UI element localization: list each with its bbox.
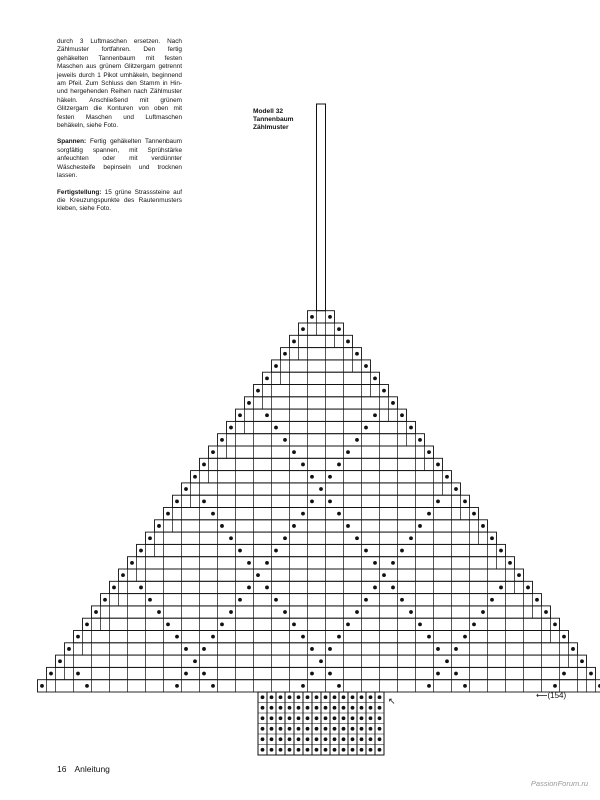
tree-row [254,385,389,397]
tree-row [245,397,398,409]
edge-dot [76,635,80,639]
edge-dot [508,561,512,565]
edge-dot [490,536,494,540]
diamond-dot [409,610,413,614]
diamond-dot [400,598,404,602]
edge-dot [499,549,503,553]
tree-row [263,372,380,384]
trunk-dot [279,727,283,731]
edge-dot [49,672,53,676]
edge-dot [238,413,242,417]
edge-dot [571,647,575,651]
diamond-dot [346,450,350,454]
tree-row [173,495,470,507]
trunk-dot [342,737,346,741]
edge-dot [355,352,359,356]
trunk-dot [315,716,319,720]
trunk-dot [360,727,364,731]
trunk-dot [324,727,328,731]
tree-row [209,446,434,458]
edge-dot [121,573,125,577]
trunk-dot [333,748,337,752]
edge-dot [175,499,179,503]
trunk-dot [306,695,310,699]
trunk-dot [324,737,328,741]
trunk-dot [333,737,337,741]
diamond-dot [184,672,188,676]
tree-row [65,643,578,655]
trunk-dot [324,706,328,710]
diamond-dot [328,672,332,676]
edge-dot [481,524,485,528]
edge-dot [373,376,377,380]
diamond-dot [265,561,269,565]
trunk-dot [333,706,337,710]
trunk-dot [360,748,364,752]
trunk-dot [279,695,283,699]
edge-dot [400,413,404,417]
edge-dot [454,487,458,491]
diamond-dot [562,672,566,676]
diamond-dot [175,684,179,688]
diamond-dot [274,549,278,553]
trunk-dot [378,727,382,731]
diamond-dot [400,549,404,553]
trunk-dot [288,748,292,752]
trunk-dot [270,727,274,731]
diamond-dot [256,573,260,577]
trunk-dot [360,695,364,699]
page-footer [57,764,110,774]
row-count-label [536,691,566,700]
footer-section: Anleitung [74,764,110,774]
instructions-paragraph: durch 3 Luftmaschen ersetzen. Nach Zählmuster fortfahren. Den fertig gehäkelten Tannenbaum mit festen Maschen aus grünem Glitzergarn getrennt jeweils durch 1 Pikot umhäkeln, beginnend am Pfeil. Zum Schluss den Stamm in Hin- und hergehenden Reihen nach Zählmuster häkeln. Anschließend mit grünem Glitzergarn die Konturen von oben mit festen Maschen und Luftmaschen behäkeln, siehe Foto. [57,38,182,130]
diamond-dot [346,622,350,626]
diamond-dot [211,684,215,688]
diamond-dot [166,622,170,626]
diamond-dot [292,524,296,528]
edge-dot [211,450,215,454]
trunk-dot [315,706,319,710]
trunk-dot [369,737,373,741]
diamond-dot [229,536,233,540]
trunk-dot [342,695,346,699]
trunk-dot [306,716,310,720]
edge-dot [112,586,116,590]
trunk-dot [378,748,382,752]
diamond-dot [553,684,557,688]
trunk-dot [351,737,355,741]
tree-row [299,323,344,335]
trunk-dot [288,716,292,720]
row-arrow-icon: ⟵ [536,691,548,700]
trunk-dot [378,716,382,720]
diamond-dot [355,438,359,442]
diamond-dot [436,647,440,651]
diamond-dot [346,524,350,528]
tree-row [227,421,416,433]
diamond-dot [301,463,305,467]
trunk-dot [378,706,382,710]
diamond-dot [175,635,179,639]
diamond-dot [337,635,341,639]
edge-dot [256,389,260,393]
diamond-dot [310,499,314,503]
edge-dot [364,364,368,368]
diamond-dot [148,598,152,602]
edge-dot [409,426,413,430]
trunk-dot [297,706,301,710]
trunk-dot [342,748,346,752]
diamond-dot [418,524,422,528]
trunk-dot [369,695,373,699]
trunk-dot [306,737,310,741]
trunk-dot [315,737,319,741]
diamond-dot [436,672,440,676]
trunk-dot [315,748,319,752]
diamond-dot [310,647,314,651]
edge-dot [337,327,341,331]
trunk-dot [297,737,301,741]
diamond-dot [364,426,368,430]
diamond-dot [310,672,314,676]
diamond-dot [292,622,296,626]
trunk-dot [342,716,346,720]
diamond-dot [193,659,197,663]
trunk-dot [288,695,292,699]
diamond-dot [427,512,431,516]
diamond-dot [472,622,476,626]
trunk-dot [261,748,265,752]
edge-dot [472,512,476,516]
edge-dot [391,401,395,405]
diamond-dot [247,561,251,565]
tree-row [281,348,362,360]
trunk-dot [324,695,328,699]
edge-dot [301,327,305,331]
diamond-dot [409,536,413,540]
edge-dot [427,450,431,454]
trunk-dot [261,716,265,720]
diamond-dot [454,647,458,651]
edge-dot [310,315,314,319]
diamond-dot [337,512,341,516]
diamond-dot [238,598,242,602]
tree-row [146,532,497,544]
diamond-dot [202,647,206,651]
diamond-dot [328,647,332,651]
tree-row [164,508,479,520]
trunk-dot [306,727,310,731]
diamond-dot [184,647,188,651]
tree-row [110,581,533,593]
trunk-dot [369,727,373,731]
trunk-dot [378,695,382,699]
edge-dot [463,499,467,503]
diamond-dot [238,549,242,553]
diamond-dot [391,561,395,565]
trunk-dot [297,716,301,720]
tree-tip-cell [317,104,326,311]
diamond-dot [319,659,323,663]
diamond-dot [265,413,269,417]
diamond-dot [220,622,224,626]
edge-dot [292,340,296,344]
edge-dot [85,622,89,626]
diamond-dot [463,635,467,639]
edge-dot [67,647,71,651]
edge-dot [220,438,224,442]
trunk-dot [270,748,274,752]
watermark-text: PassionForum.ru [530,779,588,788]
trunk-dot [324,748,328,752]
tree-row [38,680,600,692]
diamond-dot [301,684,305,688]
diamond-dot [445,659,449,663]
edge-dot [202,463,206,467]
trunk-dot [270,706,274,710]
diamond-dot [391,586,395,590]
edge-dot [418,438,422,442]
tree-row [200,458,443,470]
trunk-dot [369,706,373,710]
diamond-dot [490,598,494,602]
tree-row [272,360,371,372]
diamond-dot [355,610,359,614]
diamond-dot [310,475,314,479]
diamond-dot [283,536,287,540]
diamond-dot [427,684,431,688]
edge-dot [193,475,197,479]
trunk-dot [261,706,265,710]
trunk-dot [333,716,337,720]
trunk-dot [315,727,319,731]
trunk-dot [297,695,301,699]
trunk-dot [333,695,337,699]
edge-dot [382,389,386,393]
diamond-dot [220,524,224,528]
fertigstellung-label: Fertigstellung: [57,188,102,196]
diamond-dot [418,622,422,626]
tree-row [218,434,425,446]
trunk-dot [369,748,373,752]
diamond-dot [292,450,296,454]
diamond-dot [373,561,377,565]
trunk-dot [270,737,274,741]
trunk-dot [297,748,301,752]
diamond-dot [454,672,458,676]
tree-row [83,618,560,630]
diamond-dot [364,549,368,553]
diamond-dot [373,413,377,417]
diamond-dot [274,426,278,430]
diamond-dot [211,512,215,516]
edge-dot [562,635,566,639]
diamond-dot [301,512,305,516]
trunk-dot [279,748,283,752]
edge-dot [157,524,161,528]
diamond-dot [481,610,485,614]
diamond-dot [301,635,305,639]
tree-row [101,594,542,606]
edge-dot [274,364,278,368]
tree-row [119,569,524,581]
trunk-dot [360,716,364,720]
edge-dot [535,598,539,602]
trunk-dot [297,727,301,731]
diamond-dot [355,536,359,540]
trunk-dot [288,706,292,710]
diamond-dot [427,635,431,639]
diamond-dot [382,573,386,577]
edge-dot [139,549,143,553]
diamond-dot [337,463,341,467]
diamond-dot [283,610,287,614]
edge-dot [166,512,170,516]
diamond-dot [157,610,161,614]
diamond-dot [499,586,503,590]
diamond-dot [229,610,233,614]
diamond-dot [319,487,323,491]
trunk-dot [279,706,283,710]
diamond-dot [463,684,467,688]
trunk-dot [306,748,310,752]
edge-dot [526,586,530,590]
edge-dot [328,315,332,319]
spannen-text: Fertig gehäkelten Tannenbaum sorgfältig spannen, mit Sprühstärke anfeuchten oder mit verdünnter Wäschesteife bepinseln und trocknen lassen. [57,138,182,180]
diamond-dot [202,499,206,503]
edge-dot [580,659,584,663]
row-count: (154) [547,691,567,700]
tree-row [290,335,353,347]
edge-dot [265,376,269,380]
edge-dot [517,573,521,577]
edge-dot [553,622,557,626]
trunk-dot [369,716,373,720]
trunk-dot [351,748,355,752]
trunk-dot [351,716,355,720]
diamond-dot [76,672,80,676]
trunk-dot [351,727,355,731]
tree-row [236,409,407,421]
trunk-dot [360,737,364,741]
diamond-dot [373,586,377,590]
diamond-dot [328,499,332,503]
diamond-dot [85,684,89,688]
diamond-dot [364,598,368,602]
diamond-dot [211,635,215,639]
chart-title-model: Modell 32 [253,108,284,115]
diamond-dot [328,475,332,479]
page-number: 16 [57,764,67,774]
chart-title-name: Tannenbaum [253,116,294,123]
start-arrow-icon: ↖ [388,697,396,707]
trunk-dot [342,706,346,710]
tree-row [191,471,452,483]
edge-dot [40,684,44,688]
edge-dot [436,463,440,467]
trunk-dot [279,737,283,741]
trunk-dot [279,716,283,720]
trunk-dot [288,737,292,741]
tree-row [128,557,515,569]
tree-row [47,667,596,679]
edge-dot [544,610,548,614]
diamond-dot [202,672,206,676]
tree-row [155,520,488,532]
edge-dot [58,659,62,663]
tree-row [74,631,569,643]
edge-dot [247,401,251,405]
diamond-dot [337,684,341,688]
edge-dot [283,352,287,356]
trunk-dot [351,695,355,699]
trunk-dot [324,716,328,720]
edge-dot [445,475,449,479]
trunk-dot [360,706,364,710]
tree-row [137,544,506,556]
diamond-dot [274,598,278,602]
spannen-label: Spannen: [57,138,87,146]
trunk-dot [342,727,346,731]
diamond-dot [247,586,251,590]
chart-title-type: Zählmuster [253,124,289,131]
diamond-dot [139,586,143,590]
edge-dot [346,340,350,344]
trunk-dot [261,737,265,741]
trunk-dot [306,706,310,710]
edge-dot [184,487,188,491]
diamond-dot [436,499,440,503]
edge-dot [148,536,152,540]
trunk-dot [261,727,265,731]
trunk-dot [288,727,292,731]
edge-dot [94,610,98,614]
fertigstellung-text: 15 grüne Strasssteine auf die Kreuzungspunkte des Rautenmusters kleben, siehe Foto. [57,188,182,213]
trunk-dot [270,695,274,699]
edge-dot [130,561,134,565]
trunk-dot [261,695,265,699]
trunk-dot [315,695,319,699]
edge-dot [589,672,593,676]
edge-dot [229,426,233,430]
trunk-dot [333,727,337,731]
edge-dot [103,598,107,602]
diamond-dot [265,586,269,590]
trunk-dot [270,716,274,720]
diamond-dot [283,438,287,442]
trunk-dot [351,706,355,710]
trunk-dot [378,737,382,741]
